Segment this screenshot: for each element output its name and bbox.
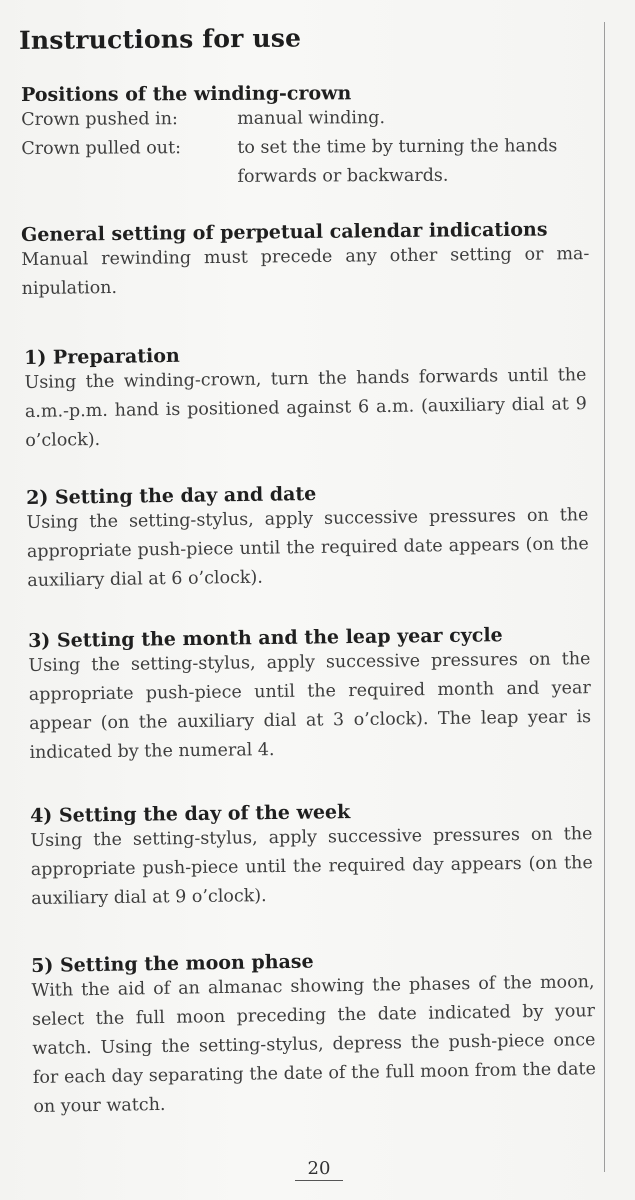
step-heading: 4) Setting the day of the week xyxy=(30,801,351,827)
step-text: Using the setting-stylus, apply successive pressures on the appropriate push-piece until the required month and year appear (on the auxiliary dial at 3 o’clock). The leap year is indicated by the numeral 4. xyxy=(28,649,592,763)
step-heading: 3) Setting the month and the leap year cycle xyxy=(28,624,503,652)
crown-section xyxy=(21,81,590,193)
step-text: With the aid of an almanac showing the phases of the moon, select the full moon preceding the date indicated by your watch. Using the setting-stylus, depress the push-piece once for each day separating the date of the full moon from the date on your watch. xyxy=(31,972,597,1117)
crown-row-continuation: forwards or backwards. xyxy=(237,165,449,187)
general-heading: General setting of perpetual calendar indications xyxy=(21,218,548,246)
step-day-of-week xyxy=(30,798,593,914)
crown-row-value: to set the time by turning the hands xyxy=(237,136,558,158)
crown-row-value: manual winding. xyxy=(237,108,386,129)
step-text: Using the setting-stylus, apply successive pressures on the appropriate push-piece until the required date appears (on the auxiliary dial at 6 o’clock). xyxy=(26,505,589,591)
step-preparation xyxy=(24,339,587,456)
crown-row-pulled xyxy=(21,132,589,164)
step-heading: 1) Preparation xyxy=(24,344,180,369)
step-heading: 2) Setting the day and date xyxy=(26,482,317,509)
step-month-leap-year xyxy=(28,623,592,768)
right-margin-rule xyxy=(604,22,605,1172)
crown-row-pushed xyxy=(21,103,589,135)
page-number: 20 xyxy=(295,1158,343,1181)
crown-row-label: Crown pushed in: xyxy=(21,109,178,130)
crown-row-label: Crown pulled out: xyxy=(21,138,182,159)
step-moon-phase xyxy=(31,946,597,1122)
step-day-and-date xyxy=(26,479,589,596)
step-text: Using the winding-crown, turn the hands forwards until the a.m.-p.m. hand is positioned against 6 a.m. (auxiliary dial at 9 o’clock). xyxy=(24,365,587,451)
general-text: Manual rewinding must precede any other setting or ma-nipulation. xyxy=(21,244,590,299)
crown-heading: Positions of the winding-crown xyxy=(21,82,352,106)
page-title: Instructions for use xyxy=(18,23,302,55)
step-heading: 5) Setting the moon phase xyxy=(31,950,314,977)
general-section xyxy=(21,218,590,304)
step-text: Using the setting-stylus, apply successive pressures on the appropriate push-piece until the required day appears (on the auxiliary dial at 9 o’clock). xyxy=(30,824,593,909)
